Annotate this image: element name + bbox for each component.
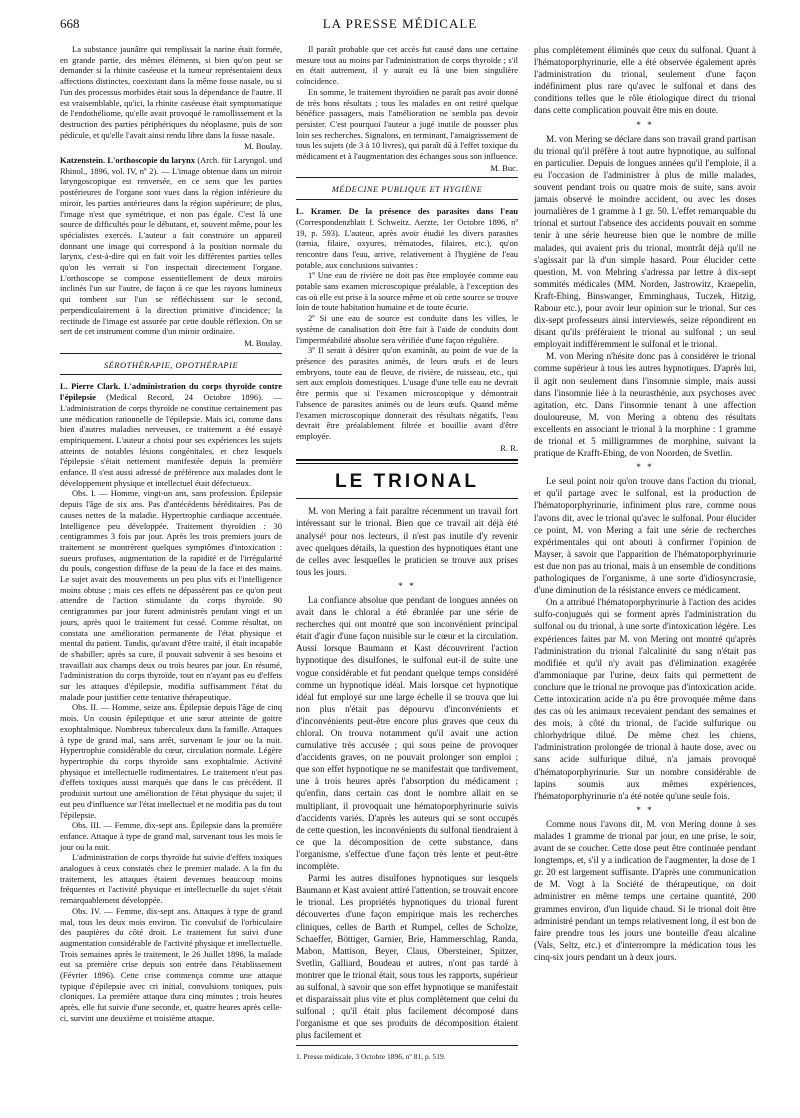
conclusion-item: 3º Il serait à désirer qu'on examinât, au point de vue de la présence des parasites animés, de leurs œufs et de leurs embryons, toute eau de fleuve, de rivière, de ruisseau, etc., qui sert aux emplois domestiques. L'usage d'une telle eau ne devrait être permis que si l'examen microscopique y démontrait l'absence de parasites animés ou de leurs œufs. Quand même l'examen microscopique donnerait des résultats négatifs, l'eau devrait être préalablement filtrée et bouillie avant d'être employée. [296,345,518,441]
paragraph: M. von Mering a fait paraître récemment un travail fort intéressant sur le trional. Bien que ce travail ait déjà été analysé¹ pour nos lecteurs, il n'est pas inutile d'y revenir avec quelques détails, la question des hypnotiques étant une de celles avec lesquelles le praticien se trouve aux prises tous les jours. [296,506,518,577]
paragraph: Comme nous l'avons dit, M. von Mering donne à ses malades 1 gramme de trional par jour, en une prise, le soir, avant de se coucher. Cette dose peut être continuée pendant longtemps, et, s'il y a indication de l'augmenter, la dose de 1 gr. 20 est largement suffisante. D'après une communication de M. Vogt à la Société de thérapeutique, on doit administrer en même temps une certaine quantité, 200 grammes environ, d'un liquide chaud. Si le trional doit être administré pendant un temps relativement long, il est bon de faire prendre tous les jours une bouteille d'eau alcaline (Vals, Seltz, etc.) et d'interrompre la médication tous les cinq-six jours pendant un à deux jours. [534,818,756,962]
article-kramer [296,206,518,270]
divider [60,353,282,354]
separator-stars: * * [398,580,416,591]
section-heading: MÉDECINE PUBLIQUE ET HYGIÈNE [331,184,483,195]
column-right [534,44,756,1112]
column-left [60,44,282,1112]
divider-double [296,459,518,464]
article-clark [60,381,282,488]
section-heading: SÉROTHÉRAPIE, OPOTHÉRAPIE [103,359,239,370]
observation: Obs. I. — Homme, vingt-un ans, sans profession. Épilepsie depuis l'âge de six ans. Pas d'antécédents héréditaires. Pas de causes nettes de la maladie. Hypertrophie cardiaque accentuée. Intelligence peu développée. Traitement thyroïdien : 30 centigrammes 3 fois par jour. Après les trois premiers jours de traitement se montrèrent quelques symptômes d'intoxication : sueurs profuses, augmentation de la rapidité et de l'irrégularité du pouls, congestion diffuse de la peau de la face et des mains. Le sujet avait des mouvements un peu plus vifs et l'intelligence moins obtuse ; mais ces effets ne dépassèrent pas ce qu'on peut attendre de l'action stimulante du corps thyroïde. 90 centigrammes par jour furent administrés pendant vingt et un jours, après quoi le traitement fut cessé. Comme résultat, on constata une amélioration permanente de l'état physique et mental du patient. Tandis, qu'avant d'être traité, il était incapable de s'habiller; après sa cure, il pouvait subvenir à ses besoins et travaillait aux champs deux ou trois heures par jour. En résumé, l'administration du corps thyroïde, tout en n'ayant pas eu d'effets sur les attaques d'épilepsie, modifia suffisamment l'état du malade pour justifier cette tentative thérapeutique. [60,488,282,702]
paragraph: M. von Mering se déclare dans son travail grand partisan du trional qu'il préfère à tout autre hypnotique, au sulfonal en particulier. Depuis de longues années qu'il l'emploie, il a eu l'occasion de l'administrer à plus de mille malades, souvent pendant trois ou quatre mois de suite, sans avoir jamais observé le moindre accident, ou avec les doses journalières de 1 gramme à 1 gr. 50. L'effet remarquable du trional et surtout l'absence des accidents pouvait en somme tenir à une série heureuse bien que le nombre de mille malades, qui avaient pris du trional, montrât déjà qu'il ne s'agissait par là d'un simple hasard. Pour élucider cette question, M. von Mehring s'adressa par lettre à dix-sept sommités médicales (MM. Norden, Jastrowitz, Kraepelin, Kraft-Ebing, Binswanger, Emminghaus, Tuczek, Hitzig, Rabour etc.), pour avoir leur opinion sur le trional. Sur ces dix-sept professeurs ainsi interviewés, seize répondirent en disant qu'ils préféraient le trional au sulfonal ; un seul employait indifféremment le sulfonal et le trional. [534,133,756,350]
paragraph: On a attribué l'hématoporphyrinurie à l'action des acides sulfo-conjugués qui se forment après l'administration du sulfonal ou du trional, à une sorte d'intoxication légère. Les expériences faites par M. von Mering ont montré qu'après l'administration du trional l'alcalinité du sang n'était pas modifiée et qu'il n'y avait pas d'élimination exagérée d'ammoniaque par l'urine, deux faits qui permettent de conclure que le trional ne provoque pas d'intoxication acide. Cette intoxication acide n'a pu être provoquée même dans des cas où les animaux recevaient pendant des semaines et des mois, à côté du trional, de l'acide sulfurique ou chlorhydrique dilué. De même chez les chiens, l'administration prolongée de trional à haute dose, avec ou sans acide sulfurique dilué, n'a jamais provoqué d'hématoporphyrinurie. Sur un nombre considérable de lapins soumis aux mêmes expériences, l'hématoporphyrinurie n'a été notée qu'une seule fois. [534,597,756,801]
paragraph: En somme, le traitement thyroïdien ne paraît pas avoir donné de très bons résultats ; tous les malades en ont retiré quelque bénéfice passagers, mais l'amélioration ne sembla pas devoir persister. C'est pourquoi l'auteur a jugé inutile de pousser plus loin ses recherches. Signalons, en terminant, l'amaigrissement de tous les sujets (de 3 à 10 livres), qui paraît dû à l'effet toxique du médicament et à l'augmentation des échanges sous son influence. [296,86,518,162]
article-body: (Arch. für Laryngol. und Rhinol., 1896, vol. IV, nº 2). — L'image obtenue dans un miroir laryngoscopique est renversée, en ce sens que les parties postérieures de l'organe sont vues dans la région inférieure du miroir, les parties antérieures dans la région supérieure; de plus, l'image n'est que symétrique, et non pas égale. C'est là une source de difficultés pour le débutant, et, souvent même, pour les spécialistes exercés. L'auteur a fait construire un appareil donnant une image qui correspond à la position normale du larynx, c'est-à-dire qui en fait voir les différentes parties telles qu'on les verrait si l'on inspectait directement l'organe. L'orthoscope se compose essentiellement de deux miroirs inclinés l'un sur l'autre, de façon à ce que les rayons lumineux qui tombent sur l'un se réfléchissent sur le second, perpendiculairement à la direction primitive d'incidence; la rectitude de l'image est assurée par cette double réflexion. On se sert de cet instrument comme d'un miroir ordinaire. [60,155,282,337]
paragraph: Parmi les autres disulfones hypnotiques sur lesquels Baumann et Kast avaient attiré l'attention, se trouvait encore le trional. Les propriétés hypnotiques du trional furent découvertes d'une façon empirique mais les recherches cliniques, celles de Barth et Rumpel, celles de Scholze, Schaeffer, Böttiger, Garnier, Brie, Hammerschlag, Randa, Mabon, Mattison, Beyer, Claus, Obersteiner, Spitzer, Svetlin, Galliard, Boudeau et autres, n'ont pas tardé à montrer que le trional était, sous tous les rapports, supérieur au sulfonal, à savoir que son effet hypnotique se manifestait et disparaissait plus vite et plus complètement que celui du sulfonal ; qu'il était plus facilement décomposé dans l'organisme et que ses produits de décomposition étaient plus facilement et [296,873,518,1041]
conclusion-item: 2º Si une eau de source est conduite dans les villes, le système de canalisation doit être fait à l'aide de conduits dont l'imperméabilité absolue sera vérifiée d'une façon régulière. [296,313,518,345]
separator-stars: * * [636,804,654,815]
article-title: L'administration du corps thyroïde contre l'épilepsie [60,381,282,403]
separator-stars: * * [636,119,654,130]
paragraph: La confiance absolue que pendant de longues années on avait dans le chloral a été ébranlée par une série de recherches qui ont montré que son inconvénient principal était d'agir d'une façon nuisible sur le cœur et la circulation. Aussi lorsque Baumann et Kast découvrirent l'action hypnotique des disulfones, le sulfonal eut-il de suite une vogue considérable et fut pendant quelque temps considéré comme un hypnotique idéal. Mais lorsque cet hypnotique idéal fut employé sur une large échelle il se trouva que lui non plus n'était pas dépourvu d'inconvénients et d'inconvénients peut-être encore plus graves que ceux du chloral. On trouva notamment qu'il avait une action cumulative très accusée ; qui sous peine de provoquer d'accidents graves, on ne pouvait prolonger son emploi ; que son effet hypnotique ne se manifestait que tardivement, une à trois heures après l'absorption du médicament ; qu'enfin, dans certain cas dont le nombre allait en se multipliant, il provoquait une hématoporphyrinurie suivis d'accidents variés. D'après les auteurs qui se sont occupés de cette question, les inconvénients du sulfonal tiendraient à ce que la décomposition de cette substance, dans l'organisme, s'effectue d'une façon très lente et peut-être incomplète. [296,594,518,872]
footnote-divider [296,1045,518,1046]
paragraph: Le seul point noir qu'on trouve dans l'action du trional, et qu'il partage avec le sulfonal, est la production de l'hématoporphyrinurie, infiniment plus rare, comme nous l'avons dit, avec le trional qu'avec le sulfonal. Pour élucider ce point, M. von Mering a fait une série de recherches expérimentales qui ont abouti à confirmer l'opinion de Mayser, à savoir que l'apparition de l'hématoporphyrinurie est due non pas au trional, mais à un ensemble de conditions pathologiques de l'organisme, à une sorte d'idiosyncrasie, d'une diminution de la résistance envers ce médicament. [534,476,756,596]
author: L. Kramer. [296,206,342,217]
page-number: 668 [60,16,80,31]
article-katzenstein [60,155,282,337]
paragraph: Il paraît probable que cet accès fut causé dans une certaine mesure tout au moins par l'administration de corps thyroïde ; s'il en était autrement, il y aurait eu là une bien singulière coïncidence. [296,44,518,87]
divider [296,498,518,499]
paragraph: M. von Mering n'hésite donc pas à considérer le trional comme supérieur à tous les autres hypnotiques. D'après lui, il agit non seulement dans l'insomnie simple, mais aussi dans l'insomnie liée à la neurasthénie, aux psychoses avec agitation, etc. Dans l'insomnie tenant à une affection douloureuse, M. von Mering a obtenu des résultats excellents en associant le trional à la morphine : 1 gramme de trional et 5 milligrammes de morphine, suivant la pratique de Krafft-Ebing, de von Noorden, de Svetlin. [534,351,756,459]
paragraph: plus complètement éliminés que ceux du sulfonal. Quant à l'hématoporphyrinurie, elle a été observée également après l'administration du trional, seulement d'une façon indéfiniment plus rare qu'avec le sulfonal et dans des conditions telles que le rôle étiologique direct du trional dans cette complication pouvait être mis en doute. [534,45,756,116]
column-middle [296,44,518,1112]
divider [60,374,282,375]
paragraph: La substance jaunâtre qui remplissait la narine était formée, en grande partie, des mêmes éléments, si bien qu'on peut se demander si la rhinite caséeuse et la tumeur représentaient deux affections distinctes, coexistant dans la même fosse nasale, ou si l'un des processus morbides était sous la dépendance de l'autre. Il est vraisemblable, qu'ici, la rhinite caséeuse était symptomatique de l'endothéliome, qu'elle avait provoqué le ramollissement et la destruction des parties périphériques du néoplasme, puis de son pédicule, et qu'elle l'avait ainsi rendu libre dans la fosse nasale. [60,44,282,140]
separator-stars: * * [636,462,654,473]
footnote: 1. Presse médicale, 3 Octobre 1896, nº 81, p. 519. [296,1052,446,1062]
observation: Obs. III. — Femme, dix-sept ans. Épilepsie dans la première enfance. Attaque à type de grand mal, survenant tous les mois le jour ou la nuit. [60,820,282,852]
divider [296,199,518,200]
author: L. Pierre Clark. [60,381,121,392]
observation: Obs. IV. — Femme, dix-sept ans. Attaques à type de grand mal, tous les deux mois environ. Tic convulsif de l'orbiculaire des paupières du côté droit. Le traitement fut suivi d'une augmentation considérable de l'activité physique et intellectuelle. Trois semaines après le traitement, le 26 Juillet 1896, la malade eut sa première crise depuis son entrée dans l'établissement (Février 1896). Cette crise commença comme une attaque typique d'épilepsie avec cri initial, convulsions toniques, puis cloniques. La première attaque dura cinq minutes ; trois heures après, elle fut suivie d'une seconde, et, quatre heures après celle-ci, survint une deuxième et troisième attaque. [60,905,282,1023]
page-header [60,16,740,34]
article-title: De la présence des parasites dans l'eau [348,206,518,217]
article-body: (Medical Record, 24 Octobre 1896). — L'administration de corps thyroïde ne constitue certainement pas une médication rationnelle de l'épilepsie. Mais ici, comme dans bien d'autres maladies nerveuses, ce traitement a été essayé empiriquement. L'auteur a choisi pour ses expériences les sujets atteints de notables lésions congénitales, et chez lesquels l'épilepsie s'était nettement manifestée depuis la première enfance. Il s'est aussi adressé de préférence aux malades dont le développement physique et intellectuel était défectueux. [60,392,282,488]
paragraph: L'administration de corps thyroïde fut suivie d'effets toxiques analogues à ceux constatés chez le premier malade. A la fin du traitement, les attaques étaient devenues beaucoup moins fréquentes et l'activité physique et intellectuelle du sujet s'était remarquablement développée. [60,852,282,906]
article-body: (Correspondenzblatt f. Schweitz. Aerzte, 1er Octobre 1896, nº 19, p. 593). L'auteur, après avoir étudié les divers parasites (tænia, filaire, oxyures, trématodes, filaires, etc.), qu'on rencontre dans l'eau, arrive, relativement à l'hygiène de l'eau potable, aux conclusions suivantes : [296,216,518,270]
journal-title: LA PRESSE MÉDICALE [322,16,478,31]
feature-body [296,505,518,1041]
signature: M. Boulay. [244,141,282,152]
observation: Obs. II. — Homme, seize ans. Épilepsie depuis l'âge de cinq mois. Un cousin épileptique et une sœur atteinte de goitre exophtalmique. Nombreux tuberculeux dans la famille. Attaques à type de grand mal, sans arrêt, survenant le jour ou la nuit. Hypertrophie considérable du cœur, circulation normale. Légère hypertrophie du corps thyroïde sans exophtalmie. Activité physique et intellectuelle rudimentaires. Le traitement n'eut pas d'effets toxiques aussi marqués que dans le cas précédent. Il produisit surtout une amélioration de l'état physique du sujet; il eut peu d'influence sur l'état intellectuel et ne modifia pas du tout l'épilepsie. [60,702,282,820]
feature-title: LE TRIONAL [335,471,479,493]
conclusion-item: 1º Une eau de rivière ne doit pas être employée comme eau potable sans examen microscopique préalable, à l'exception des cas où elle est prise à la source même et où cette source se trouve loin de toute habitation humaine et de toute écurie. [296,270,518,313]
article-title: L'orthoscopie du larynx [107,155,196,166]
signature: M. Boulay. [244,337,282,348]
signature: R. R. [500,442,518,453]
author: Katzenstein. [60,155,106,166]
signature: M. Buc. [490,162,518,173]
divider [296,177,518,178]
